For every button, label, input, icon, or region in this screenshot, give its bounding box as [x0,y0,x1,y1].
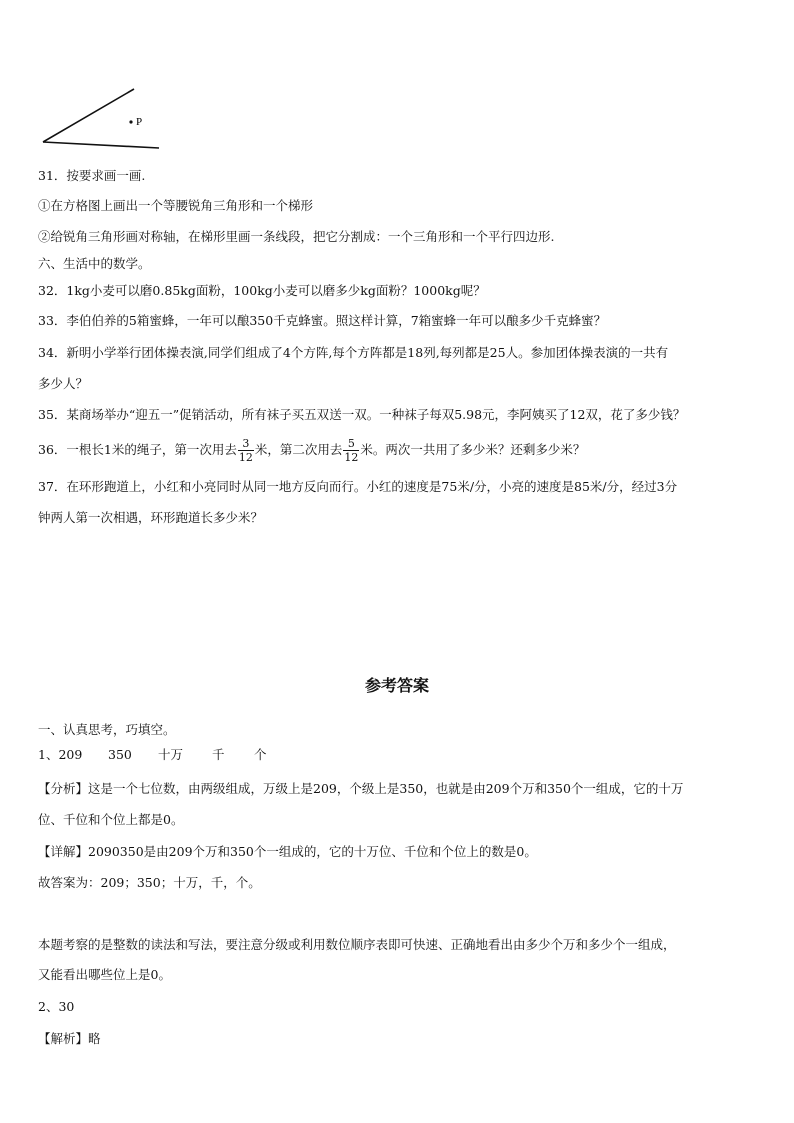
answer-1-final: 故答案为：209；350；十万，千，个。 [38,875,261,890]
answer-1-analysis-line-2: 位、千位和个位上都是0。 [38,812,184,827]
question-36-text-2: 米，第二次用去 [254,442,343,457]
question-36-text-3: 米。两次一共用了多少米？还剩多少米？ [360,442,586,457]
angle-figure [38,84,168,154]
angle-lower-ray [43,142,159,148]
answer-1-values [38,747,267,763]
angle-upper-ray [43,89,134,142]
point-p-dot [129,120,132,123]
fraction-5-12 [343,437,359,464]
question-31-item-2: ②给锐角三角形画对称轴，在梯形里画一条线段，把它分割成：一个三角形和一个平行四边形. [38,229,555,244]
question-31-title: 31．按要求画一画. [38,168,146,183]
fraction-numerator: 5 [347,437,355,450]
section-6-heading: 六、生活中的数学。 [38,256,151,271]
answers-section-1: 一、认真思考，巧填空。 [38,722,176,737]
answer-2-label: 2、30 [38,999,75,1014]
answer-2-analysis: 【解析】略 [38,1031,101,1046]
answer-1-detail: 【详解】2090350是由209个万和350个一组成的，它的十万位、千位和个位上的数是0。 [38,844,537,859]
fraction-numerator: 3 [242,437,250,450]
answer-1-blank-2: 十万 [158,747,184,762]
question-37-line-1: 37．在环形跑道上，小红和小亮同时从同一地方反向而行。小红的速度是75米/分，小亮的速度是85米/分，经过3分 [38,479,678,494]
answer-1-comment-line-2: 又能看出哪些位上是0。 [38,967,171,982]
fraction-denominator: 12 [238,451,253,464]
question-34-line-2: 多少人？ [38,376,89,391]
answer-1-analysis-line-1: 【分析】这是一个七位数，由两级组成，万级上是209，个级上是350，也就是由209个万和350个一组成，它的十万 [38,781,684,796]
answer-1-blank-1: 350 [108,747,132,762]
question-35: 35．某商场举办“迎五一”促销活动，所有袜子买五双送一双。一种袜子每双5.98元，李阿姨买了12双，花了多少钱？ [38,407,686,422]
question-36 [38,433,585,467]
question-31-item-1: ①在方格图上画出一个等腰锐角三角形和一个梯形 [38,198,314,213]
question-37-line-2: 钟两人第一次相遇，环形跑道长多少米？ [38,510,264,525]
fraction-3-12 [238,437,254,464]
question-34-line-1: 34．新明小学举行团体操表演,同学们组成了4个方阵,每个方阵都是18列,每列都是25人。参加团体操表演的一共有 [38,345,669,360]
answer-1-label: 1、209 [38,747,83,762]
question-36-text-1: 36．一根长1米的绳子，第一次用去 [38,442,237,457]
answer-1-blank-4: 个 [254,747,267,762]
question-33: 33．李伯伯养的5箱蜜蜂，一年可以酿350千克蜂蜜。照这样计算，7箱蜜蜂一年可以酿多少千克蜂蜜？ [38,313,607,328]
answer-1-comment-line-1: 本题考察的是整数的读法和写法，要注意分级或利用数位顺序表即可快速、正确地看出由多少个万和多少个一组成， [38,937,676,952]
fraction-denominator: 12 [344,451,359,464]
question-32: 32．1kg小麦可以磨0.85kg面粉，100kg小麦可以磨多少kg面粉？1000kg呢？ [38,283,486,298]
point-p-label: P [136,116,143,128]
answer-1-blank-3: 千 [212,747,225,762]
answers-heading: 参考答案 [364,676,429,695]
